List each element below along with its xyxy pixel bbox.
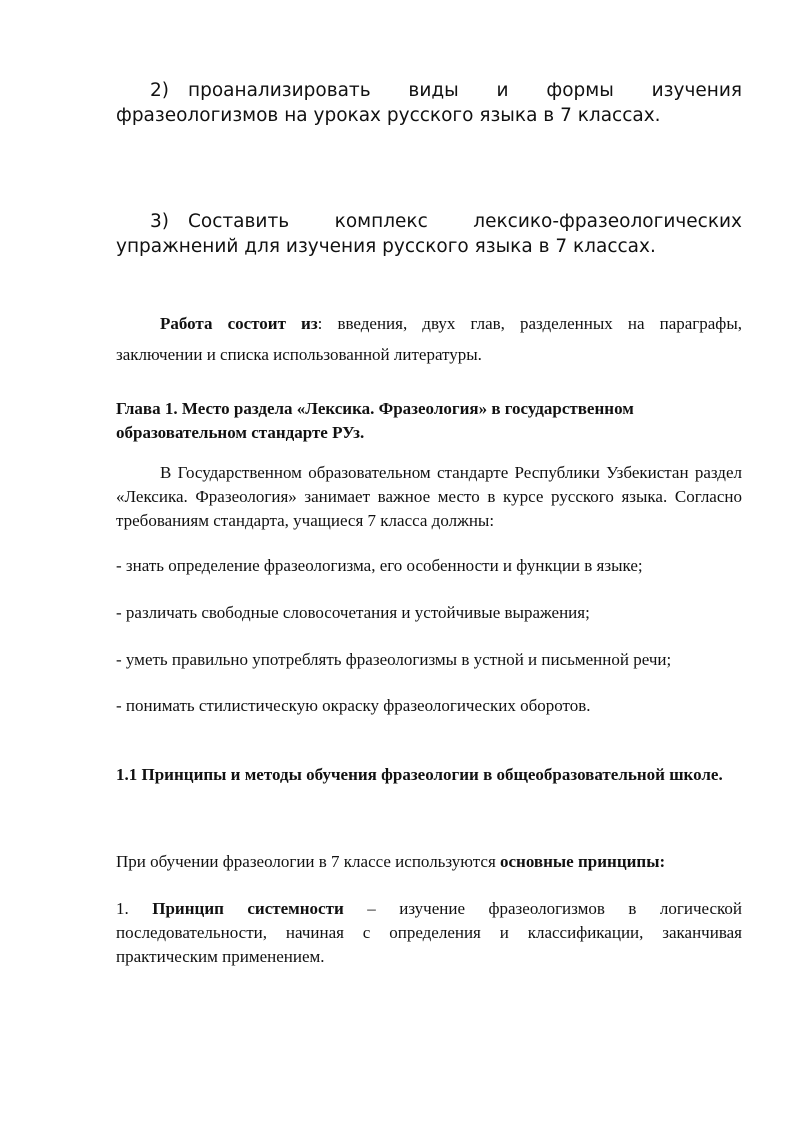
principle-title: Принцип системности (152, 899, 344, 918)
bullet-item: - различать свободные словосочетания и устойчивые выражения; (116, 603, 590, 622)
section-heading: 1.1 Принципы и методы обучения фразеологии в общеобразовательной школе. (116, 765, 723, 784)
list-item-text: проанализировать виды и формы изучения фразеологизмов на уроках русского языка в 7 классах. (116, 80, 742, 126)
principles-lead: При обучении фразеологии в 7 классе используются (116, 852, 501, 871)
principle-text: – изучение фразеологизмов в логической последовательности, начиная с определения и классификации, заканчивая практическим применением. (116, 899, 743, 966)
principles-intro (116, 850, 742, 874)
principle-number: 1. (116, 899, 153, 918)
list-item-text: Составить комплекс лексико-фразеологических упражнений для изучения русского языка в 7 классах. (116, 211, 742, 257)
list-number: 2) (150, 80, 169, 101)
principles-bold: основные принципы: (500, 852, 666, 871)
chapter-heading: Глава 1. Место раздела «Лексика. Фразеология» в государственном образовательном стандарте РУз. (116, 399, 634, 442)
list-number: 3) (150, 211, 169, 232)
structure-paragraph (116, 308, 742, 370)
structure-lead: Работа состоит из (160, 314, 318, 333)
list-item-2 (116, 78, 742, 128)
list-item-3 (116, 209, 742, 259)
bullet-item: - уметь правильно употреблять фразеологизмы в устной и письменной речи; (116, 650, 672, 669)
principle-1 (116, 897, 742, 969)
bullet-item: - понимать стилистическую окраску фразеологических оборотов. (116, 696, 591, 715)
bullet-item: - знать определение фразеологизма, его особенности и функции в языке; (116, 556, 643, 575)
chapter-intro: В Государственном образовательном стандарте Республики Узбекистан раздел «Лексика. Фразеология» занимает важное место в курсе русского языка. Согласно требованиям стандарта, учащиеся 7 класса должны: (116, 463, 742, 530)
structure-rest: : введения, двух глав, разделенных на параграфы, заключении и списка использованной литературы. (116, 314, 742, 364)
